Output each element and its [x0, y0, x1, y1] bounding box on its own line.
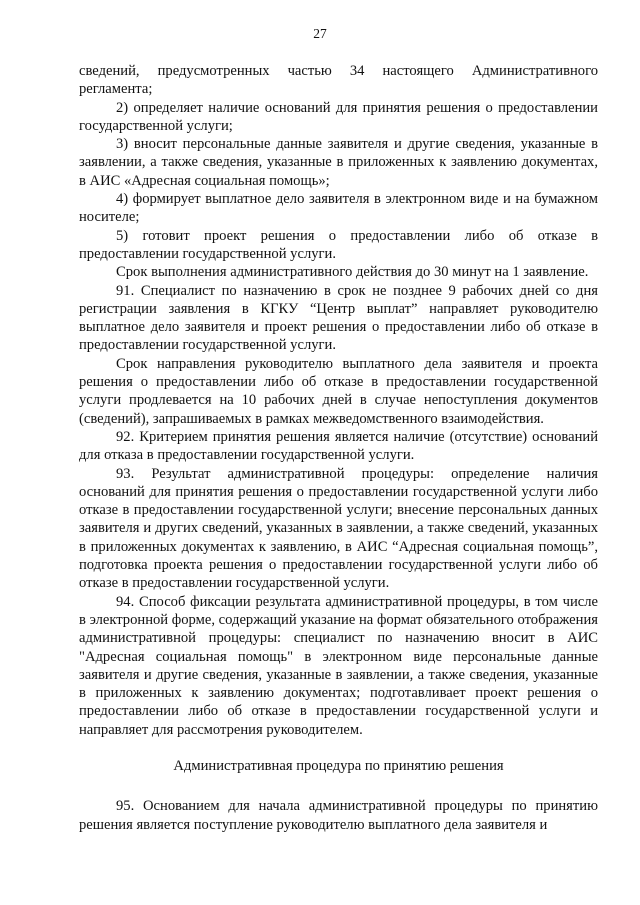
section-heading: Административная процедура по принятию решения — [173, 757, 504, 774]
paragraph-91: 91. Специалист по назначению в срок не позднее 9 рабочих дней со дня регистрации заявления в КГКУ “Центр выплат” направляет руководителю выплатное дело заявителя и проект решения о предоставлении либо об отказе в предоставлении государственной услуги. — [79, 282, 598, 354]
paragraph-93: 93. Результат административной процедуры: определение наличия оснований для принятия решения о предоставлении государственной услуги либо отказе в предоставлении государственной услуги; внесение персональных данных заявителя и других сведений, указанных в заявлении, а также сведений, указанных в приложенных документах к заявлению, в АИС “Адресная социальная помощь”, подготовка проекта решения о предоставлении государственной услуги либо об отказе в предоставлении государственной услуги. — [79, 465, 598, 592]
list-item-5: 5) готовит проект решения о предоставлении либо об отказе в предоставлении государственной услуги. — [79, 227, 598, 262]
paragraph-92: 92. Критерием принятия решения является наличие (отсутствие) оснований для отказа в предоставлении государственной услуги. — [79, 428, 598, 464]
list-item-2: 2) определяет наличие оснований для принятия решения о предоставлении государственной услуги; — [79, 99, 598, 134]
paragraph-continuation: сведений, предусмотренных частью 34 настоящего Административного регламента; — [79, 63, 598, 98]
paragraph-action-duration: Срок выполнения административного действия до 30 минут на 1 заявление. — [116, 264, 589, 281]
paragraph-95: 95. Основанием для начала административной процедуры по принятию решения является поступление руководителю выплатного дела заявителя и — [79, 798, 598, 833]
list-item-3: 3) вносит персональные данные заявителя и другие сведения, указанные в заявлении, а также сведения, указанные в приложенных к заявлению документах, в АИС «Адресная социальная помощь»; — [79, 136, 598, 189]
page-number: 27 — [313, 26, 327, 41]
document-body — [79, 62, 598, 834]
list-item-4: 4) формирует выплатное дело заявителя в электронном виде и на бумажном носителе; — [79, 191, 598, 226]
paragraph-94: 94. Способ фиксации результата административной процедуры, в том числе в электронной форме, содержащий указание на формат обязательного отображения административной процедуры: специалист по назначению вносит в АИС "Адресная социальная помощь" в электронном виде персональные данные заявителя и другие сведения, указанные в заявлении, а также сведения, указанные в приложенных к заявлению документах; подготавливает проект решения о предоставлении либо об отказе в предоставлении государственной услуги и направляет для рассмотрения руководителем. — [79, 593, 598, 738]
paragraph-91-extension: Срок направления руководителю выплатного дела заявителя и проекта решения о предоставлении либо об отказе в предоставлении государственной услуги продлевается на 10 рабочих дней в случае непоступления документов (сведений), запрашиваемых в рамках межведомственного взаимодействия. — [79, 355, 598, 427]
